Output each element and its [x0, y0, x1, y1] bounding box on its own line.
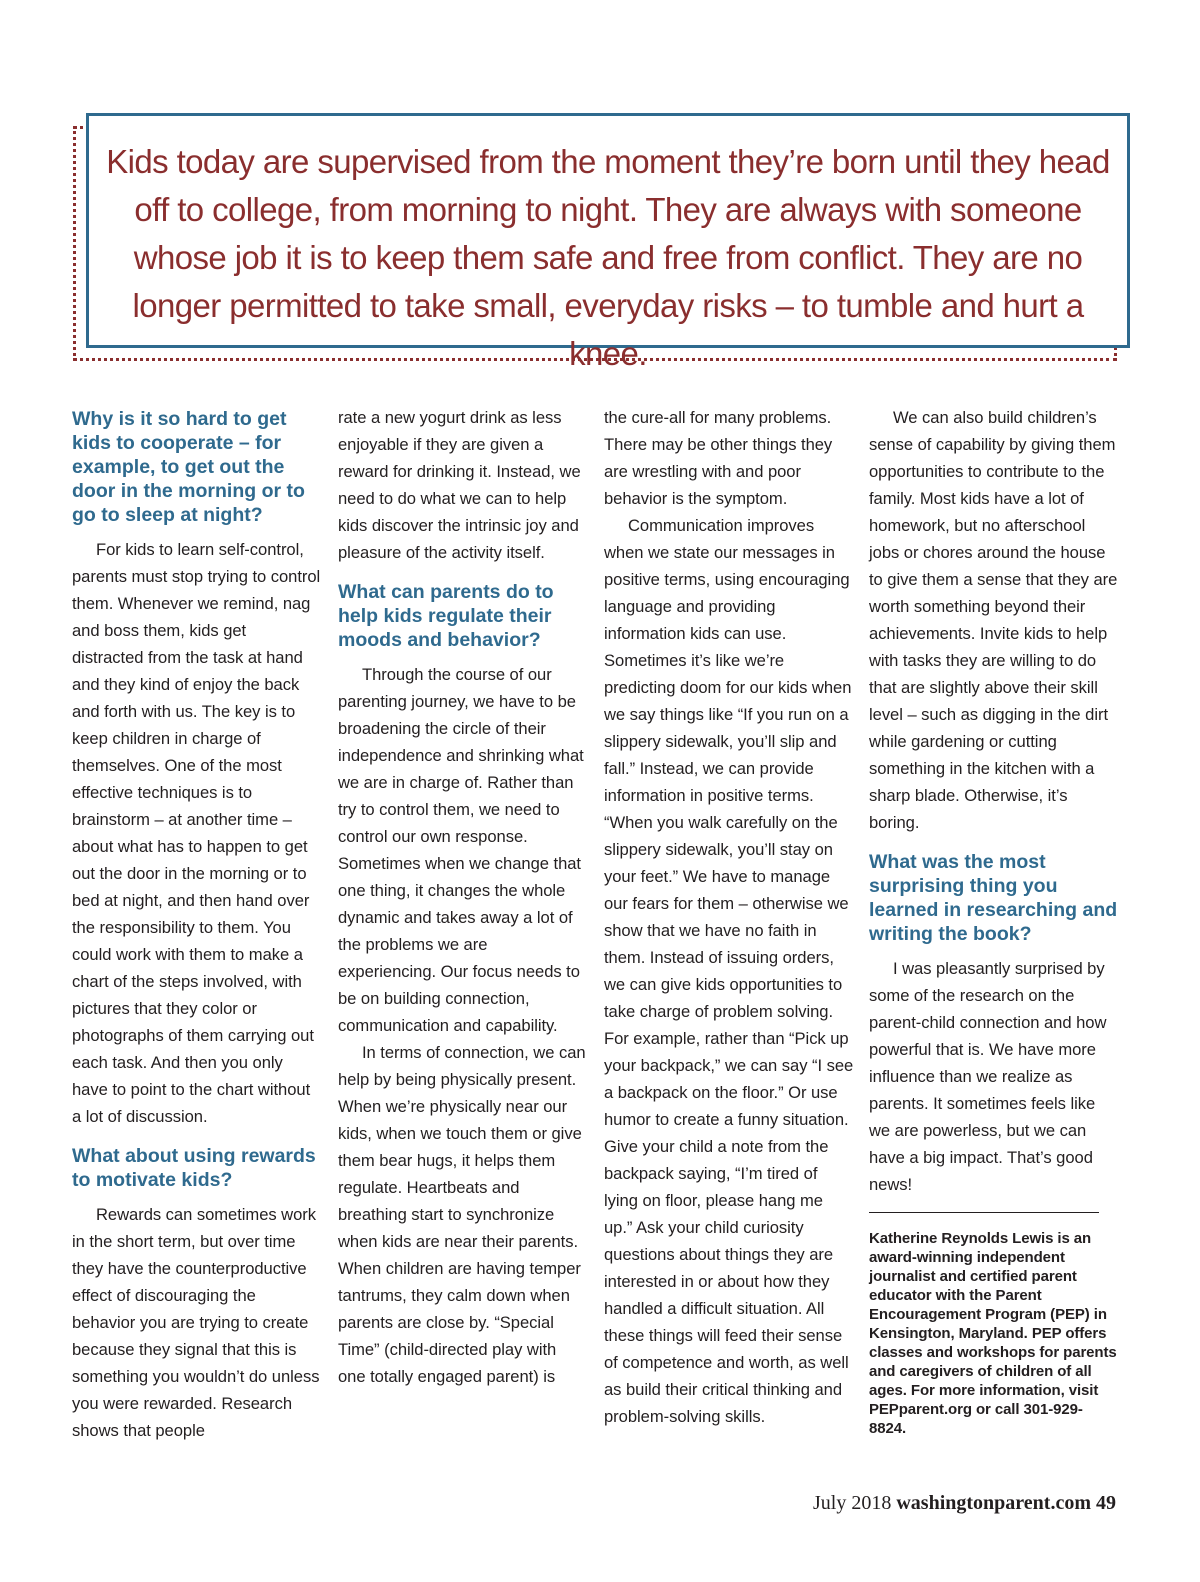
bio-divider [869, 1212, 1099, 1213]
website-name: washingtonparent.com [896, 1492, 1091, 1514]
article-column-2 [338, 404, 588, 1390]
answer-paragraph: In terms of connection, we can help by being physically present. When we’re physically near our kids, when we touch them or give them bear hugs, it helps them regulate. Heartbeats and breathing start to synchronize when kids are near their parents. When children are having temper tantrums, they calm down when parents are close by. “Special Time” (child-directed play with one totally engaged parent) is [338, 1043, 586, 1386]
answer-paragraph: Communication improves when we state our messages in positive terms, using encouraging language and providing information kids can use. Sometimes it’s like we’re predicting doom for our kids when we say things like “If you run on a slippery sidewalk, you’ll slip and fall.” Instead, we can provide information in positive terms. “When you walk carefully on the slippery sidewalk, you’ll stay on your feet.” We have to manage our fears for them – otherwise we show that we have no faith in them. Instead of issuing orders, we can give kids opportunities to take charge of problem solving. For example, rather than “Pick up your backpack,” we can say “I see a backpack on the floor.” Or use humor to create a funny situation. Give your child a note from the backpack saying, “I’m tired of lying on floor, please hang me up.” Ask your child curiosity questions about things they are interested in or about how they handled a difficult situation. All these things will feed their sense of competence and worth, as well as build their critical thinking and problem-solving skills. [604, 516, 854, 1426]
article-column-4 [869, 404, 1119, 1438]
question-heading: Why is it so hard to get kids to cooperate – for example, to get out the door in the morning or to go to sleep at night? [72, 408, 305, 526]
page-footer [813, 1492, 1116, 1515]
article-column-1 [72, 404, 322, 1444]
author-bio: Katherine Reynolds Lewis is an award-winning independent journalist and certified parent educator with the Parent Encouragement Program (PEP) in Kensington, Maryland. PEP offers classes and workshops for parents and caregivers of children of all ages. For more information, visit PEPparent.org or call 301-929-8824. [869, 1230, 1117, 1437]
answer-paragraph: Rewards can sometimes work in the short term, but over time they have the counterproductive effect of discouraging the behavior you are trying to create because they signal that this is something you wouldn’t do unless you were rewarded. Research shows that people [72, 1205, 320, 1440]
question-heading: What about using rewards to motivate kids? [72, 1145, 316, 1191]
answer-paragraph: I was pleasantly surprised by some of the research on the parent-child connection and how powerful that is. We have more influence than we realize as parents. It sometimes feels like we are powerless, but we can have a big impact. That’s good news! [869, 959, 1107, 1194]
answer-paragraph: For kids to learn self-control, parents must stop trying to control them. Whenever we remind, nag and boss them, kids get distracted from the task at hand and they kind of enjoy the back and forth with us. The key is to keep children in charge of themselves. One of the most effective techniques is to brainstorm – at another time – about what has to happen to get out the door in the morning or to bed at night, and then hand over the responsibility to them. You could work with them to make a chart of the steps involved, with pictures that they color or photographs of them carrying out each task. And then you only have to point to the chart without a lot of discussion. [72, 540, 321, 1126]
answer-paragraph: the cure-all for many problems. There may be other things they are wrestling with and poor behavior is the symptom. [604, 408, 833, 508]
page-number: 49 [1096, 1492, 1116, 1514]
question-heading: What can parents do to help kids regulate their moods and behavior? [338, 581, 554, 651]
article-column-3 [604, 404, 854, 1430]
answer-paragraph: rate a new yogurt drink as less enjoyable if they are given a reward for drinking it. Instead, we need to do what we can to help kids discover the intrinsic joy and pleasure of the activity itself. [338, 408, 581, 562]
answer-paragraph: We can also build children’s sense of capability by giving them opportunities to contribute to the family. Most kids have a lot of homework, but no afterschool jobs or chores around the house to give them a sense that they are worth something beyond their achievements. Invite kids to help with tasks they are willing to do that are slightly above their skill level – such as digging in the dirt while gardening or cutting something in the kitchen with a sharp blade. Otherwise, it’s boring. [869, 408, 1118, 832]
pull-quote-text: Kids today are supervised from the moment they’re born until they head off to college, from morning to night. They are always with someone whose job it is to keep them safe and free from conflict. They are no longer permitted to take small, everyday risks – to tumble and hurt a knee. [106, 143, 1110, 372]
issue-date: July 2018 [813, 1492, 892, 1514]
answer-paragraph: Through the course of our parenting journey, we have to be broadening the circle of their independence and shrinking what we are in charge of. Rather than try to control them, we need to control our own response. Sometimes when we change that one thing, it changes the whole dynamic and takes away a lot of the problems we are experiencing. Our focus needs to be on building connection, communication and capability. [338, 665, 584, 1035]
question-heading: What was the most surprising thing you learned in researching and writing the book? [869, 851, 1118, 945]
